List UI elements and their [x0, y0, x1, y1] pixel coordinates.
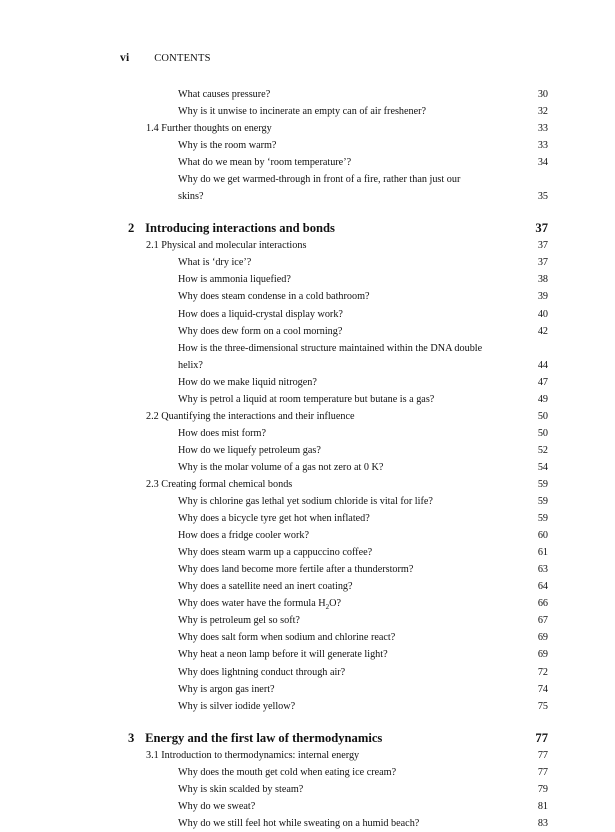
toc-entry-page: 75	[537, 700, 548, 712]
toc-entry[interactable]	[128, 646, 548, 663]
toc-entry[interactable]	[128, 612, 548, 629]
toc-entry[interactable]	[128, 510, 548, 527]
toc-entry[interactable]	[128, 527, 548, 544]
section-page: 37	[537, 240, 548, 252]
toc-entry-page: 50	[537, 427, 548, 439]
toc-entry-page: 35	[537, 191, 548, 203]
toc-entry[interactable]	[128, 288, 548, 305]
toc-entry[interactable]	[128, 781, 548, 798]
toc-entry[interactable]	[128, 681, 548, 698]
toc-entry-title: Why is the room warm?	[178, 140, 277, 152]
toc-entry[interactable]	[128, 664, 548, 681]
chapter-page: 77	[535, 730, 548, 745]
toc-entry-page: 59	[537, 513, 548, 525]
toc-entry-page: 30	[537, 89, 548, 100]
toc-entry-page: 61	[537, 547, 548, 559]
toc-entry-page: 52	[537, 444, 548, 456]
toc-entry-title: What do we mean by ‘room temperature’?	[178, 157, 352, 169]
toc-entry-title: Why do we still feel hot while sweating on a humid beach?	[178, 817, 420, 829]
toc-entry-page: 77	[537, 766, 548, 778]
toc-entry-title: Why does steam condense in a cold bathroom?	[178, 291, 370, 303]
toc-section-2-1[interactable]	[128, 237, 548, 254]
toc-entry-page: 81	[537, 800, 548, 812]
toc-entry-line2[interactable]	[128, 357, 548, 374]
toc-entry[interactable]	[128, 425, 548, 442]
toc-entry[interactable]	[128, 493, 548, 510]
toc-section-2-2[interactable]	[128, 408, 548, 425]
toc-entry-title: Why does land become more fertile after a thunderstorm?	[178, 564, 414, 576]
section-page: 77	[537, 749, 548, 761]
toc-entry-page: 37	[537, 257, 548, 269]
toc-entry-title: Why does the mouth get cold when eating ice cream?	[178, 766, 397, 778]
toc-entry-page: 38	[537, 274, 548, 286]
toc-entry-title: Why does salt form when sodium and chlorine react?	[178, 632, 396, 644]
section-title: 2.3 Creating formal chemical bonds	[146, 478, 293, 490]
table-of-contents	[128, 86, 548, 832]
toc-entry-title: Why is petroleum gel so soft?	[178, 615, 300, 627]
toc-entry-title: Why does lightning conduct through air?	[178, 666, 346, 678]
toc-entry-title: Why does water have the formula H	[178, 598, 326, 610]
toc-entry[interactable]	[128, 103, 548, 120]
header-title: CONTENTS	[154, 53, 211, 64]
toc-entry[interactable]	[128, 154, 548, 171]
toc-entry-page: 54	[537, 461, 548, 473]
chapter-page: 37	[535, 221, 548, 236]
toc-entry-page: 59	[537, 496, 548, 508]
toc-entry-page: 69	[537, 649, 548, 661]
toc-entry-title: What causes pressure?	[178, 89, 271, 100]
section-page: 59	[537, 478, 548, 490]
toc-entry-page: 74	[537, 683, 548, 695]
toc-chapter-3[interactable]	[128, 729, 548, 747]
header-page-number: vi	[120, 52, 130, 64]
toc-entry-title-end: O?	[329, 598, 342, 610]
toc-entry[interactable]	[128, 254, 548, 271]
toc-entry-page: 66	[537, 598, 548, 610]
toc-entry-title: Why does dew form on a cool morning?	[178, 325, 343, 337]
toc-section-1-4[interactable]	[128, 120, 548, 137]
toc-entry[interactable]	[128, 391, 548, 408]
section-title: 2.1 Physical and molecular interactions	[146, 240, 307, 252]
toc-entry-title: How does a fridge cooler work?	[178, 530, 309, 542]
section-title: 1.4 Further thoughts on energy	[146, 123, 272, 135]
toc-entry-title: How do we liquefy petroleum gas?	[178, 444, 321, 456]
toc-entry-title: Why is argon gas inert?	[178, 683, 275, 695]
toc-entry-page: 83	[537, 817, 548, 829]
toc-entry[interactable]	[128, 629, 548, 646]
section-page: 50	[537, 410, 548, 422]
toc-entry[interactable]	[128, 764, 548, 781]
toc-entry[interactable]	[128, 306, 548, 323]
toc-entry-page: 44	[537, 359, 548, 371]
toc-entry-page: 72	[537, 666, 548, 678]
toc-entry-page: 49	[537, 393, 548, 405]
toc-entry-title: Why heat a neon lamp before it will generate light?	[178, 649, 388, 661]
toc-entry[interactable]	[128, 86, 548, 103]
chapter-title: Introducing interactions and bonds	[145, 221, 335, 236]
section-title: 2.2 Quantifying the interactions and their influence	[146, 410, 355, 422]
formula-subscript: 2	[325, 603, 330, 612]
chapter-title: Energy and the first law of thermodynamics	[145, 730, 383, 745]
section-page: 33	[537, 123, 548, 135]
toc-entry[interactable]	[128, 459, 548, 476]
toc-entry-line1[interactable]	[128, 171, 548, 188]
toc-entry[interactable]	[128, 798, 548, 815]
toc-entry-title: Why do we sweat?	[178, 800, 256, 812]
toc-entry-title: Why is silver iodide yellow?	[178, 700, 296, 712]
toc-entry-page: 42	[537, 325, 548, 337]
toc-entry[interactable]	[128, 595, 548, 612]
toc-chapter-2[interactable]	[128, 219, 548, 237]
toc-entry-title: How does mist form?	[178, 427, 266, 439]
toc-entry-title: Why does a bicycle tyre get hot when inflated?	[178, 513, 370, 525]
toc-entry-page: 67	[537, 615, 548, 627]
toc-entry-title: How is the three-dimensional structure maintained within the DNA double	[178, 342, 483, 354]
toc-entry-page: 40	[537, 308, 548, 320]
toc-entry-title-cont: skins?	[178, 191, 204, 203]
toc-entry-title: How is ammonia liquefied?	[178, 274, 291, 286]
toc-entry[interactable]	[128, 137, 548, 154]
toc-entry[interactable]	[128, 561, 548, 578]
chapter-number: 3	[128, 730, 135, 745]
toc-entry[interactable]	[128, 271, 548, 288]
toc-entry-title: Why is skin scalded by steam?	[178, 783, 304, 795]
toc-entry-page: 34	[537, 157, 548, 169]
section-title: 3.1 Introduction to thermodynamics: internal energy	[146, 749, 360, 761]
toc-entry-title: How do we make liquid nitrogen?	[178, 376, 317, 388]
toc-entry[interactable]	[128, 578, 548, 595]
toc-entry-page: 69	[537, 632, 548, 644]
toc-entry-title: Why is it unwise to incinerate an empty can of air freshener?	[178, 106, 427, 118]
toc-entry[interactable]	[128, 442, 548, 459]
toc-entry[interactable]	[128, 544, 548, 561]
toc-entry[interactable]	[128, 815, 548, 832]
toc-entry-title: Why does steam warm up a cappuccino coffee?	[178, 547, 373, 559]
toc-entry-page: 79	[537, 783, 548, 795]
toc-entry-title: Why is the molar volume of a gas not zero at 0 K?	[178, 461, 384, 473]
toc-entry-page: 60	[537, 530, 548, 542]
toc-entry-page: 33	[537, 140, 548, 152]
toc-section-2-3[interactable]	[128, 476, 548, 493]
toc-entry-line1[interactable]	[128, 340, 548, 357]
running-header	[120, 52, 211, 64]
toc-entry[interactable]	[128, 323, 548, 340]
toc-entry-page: 47	[537, 376, 548, 388]
toc-entry-title: Why do we get warmed-through in front of a fire, rather than just our	[178, 174, 461, 186]
toc-entry[interactable]	[128, 374, 548, 391]
toc-entry-line2[interactable]	[128, 188, 548, 205]
toc-entry-title: Why is chlorine gas lethal yet sodium chloride is vital for life?	[178, 496, 433, 508]
toc-entry-title: How does a liquid-crystal display work?	[178, 308, 343, 320]
toc-entry-page: 32	[537, 106, 548, 118]
toc-entry-title: Why is petrol a liquid at room temperature but butane is a gas?	[178, 393, 435, 405]
toc-entry-title: Why does a satellite need an inert coating?	[178, 581, 353, 593]
toc-entry-title: What is ‘dry ice’?	[178, 257, 252, 269]
toc-entry-title-cont: helix?	[178, 359, 203, 371]
toc-entry-page: 64	[537, 581, 548, 593]
toc-entry-page: 39	[537, 291, 548, 303]
toc-entry[interactable]	[128, 698, 548, 715]
chapter-number: 2	[128, 221, 135, 236]
toc-entry-page: 63	[537, 564, 548, 576]
toc-section-3-1[interactable]	[128, 747, 548, 764]
